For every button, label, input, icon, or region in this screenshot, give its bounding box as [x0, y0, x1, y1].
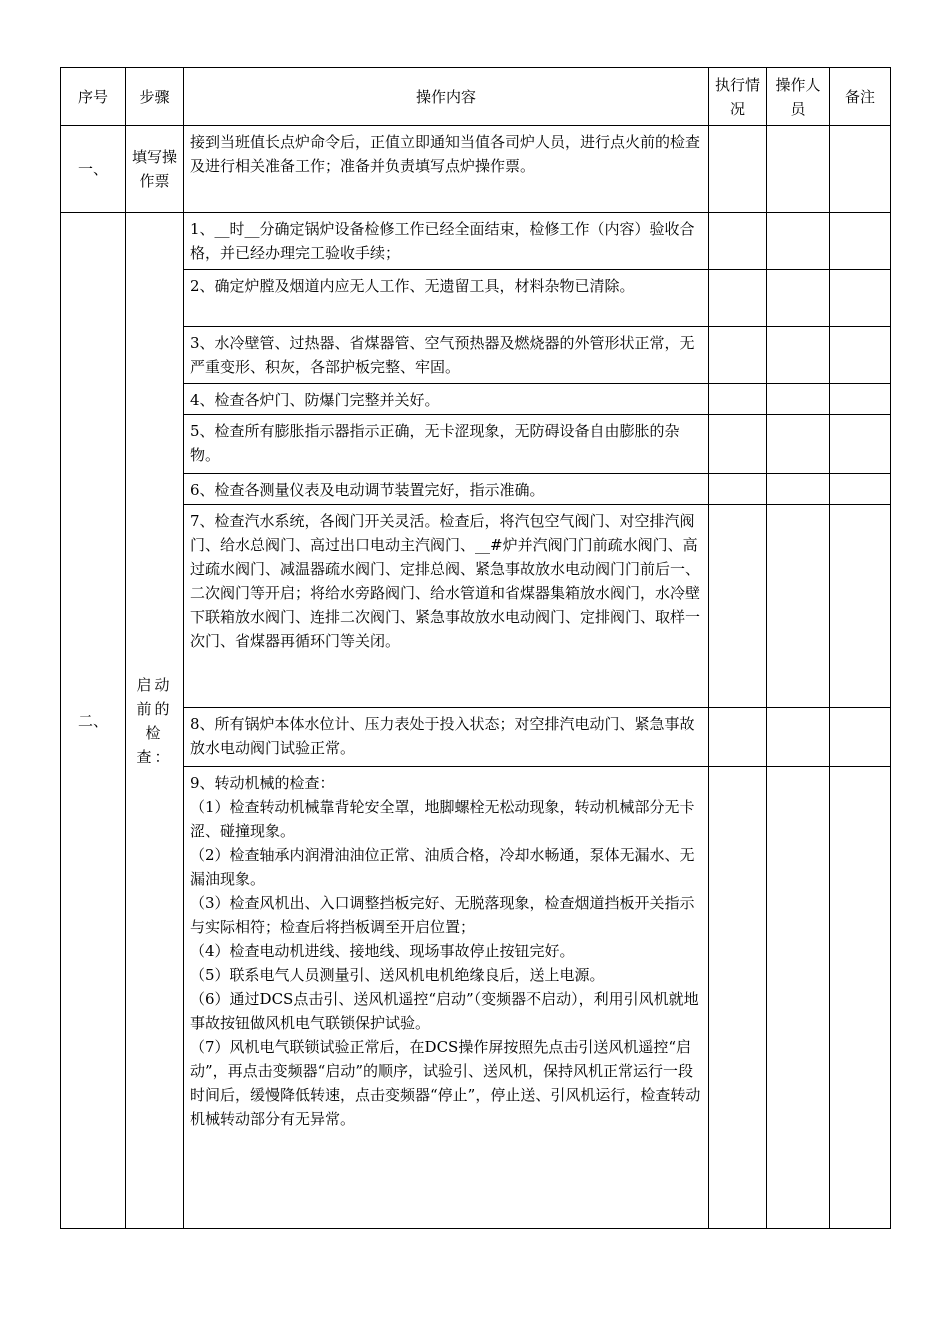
row-check-item-2	[61, 270, 891, 327]
check-item-4-exec[interactable]	[709, 384, 767, 415]
row1-exec-cell[interactable]	[709, 126, 767, 213]
check-item-8: 8、所有锅炉本体水位计、压力表处于投入状态；对空排汽电动门、紧急事故放水电动阀门试验正常。	[184, 708, 709, 767]
row1-content: 接到当班值长点炉命令后，正值立即通知当值各司炉人员，进行点火前的检查及进行相关准备工作；准备并负责填写点炉操作票。	[184, 126, 709, 213]
header-remark: 备注	[830, 68, 891, 126]
check-item-7: 7、检查汽水系统，各阀门开关灵活。检查后，将汽包空气阀门、对空排汽阀门、给水总阀门、高过出口电动主汽阀门、__#炉并汽阀门门前疏水阀门、高过疏水阀门、减温器疏水阀门、定排总阀、紧急事故放水电动阀门门前后一、二次阀门等开启；将给水旁路阀门、给水管道和省煤器集箱放水阀门，水冷壁下联箱放水阀门、连排二次阀门、紧急事故放水电动阀门、定排阀门、取样一次门、省煤器再循环门等关闭。	[184, 505, 709, 708]
check-item-9-title: 9、转动机械的检查：	[190, 774, 335, 792]
check-item-9-sub-1: （1）检查转动机械靠背轮安全罩，地脚螺栓无松动现象，转动机械部分无卡涩、碰撞现象。	[190, 798, 695, 840]
check-item-4-operator[interactable]	[767, 384, 830, 415]
check-item-3-exec[interactable]	[709, 327, 767, 384]
check-item-8-exec[interactable]	[709, 708, 767, 767]
row-check-item-5	[61, 415, 891, 474]
check-item-5-remark[interactable]	[830, 415, 891, 474]
header-exec: 执行情况	[709, 68, 767, 126]
check-item-9-sub-6: （6）通过DCS点击引、送风机遥控“启动”（变频器不启动），利用引风机就地事故按钮做风机电气联锁保护试验。	[190, 990, 699, 1032]
check-item-4-remark[interactable]	[830, 384, 891, 415]
check-item-6-exec[interactable]	[709, 474, 767, 505]
check-item-3: 3、水冷壁管、过热器、省煤器管、空气预热器及燃烧器的外管形状正常，无严重变形、积灰，各部护板完整、牢固。	[184, 327, 709, 384]
row-check-item-3	[61, 327, 891, 384]
check-item-9-sub-2: （2）检查轴承内润滑油油位正常、油质合格，冷却水畅通，泵体无漏水、无漏油现象。	[190, 846, 695, 888]
check-item-5-operator[interactable]	[767, 415, 830, 474]
check-item-6: 6、检查各测量仪表及电动调节装置完好，指示准确。	[184, 474, 709, 505]
header-row	[61, 68, 891, 126]
check-item-2-operator[interactable]	[767, 270, 830, 327]
row-check-item-9	[61, 767, 891, 1229]
check-item-1-remark[interactable]	[830, 213, 891, 270]
check-item-9-remark[interactable]	[830, 767, 891, 1229]
operation-ticket-table	[60, 67, 891, 1229]
check-item-2-remark[interactable]	[830, 270, 891, 327]
check-item-9-sub-4: （4）检查电动机进线、接地线、现场事故停止按钮完好。	[190, 942, 575, 960]
row-check-item-6	[61, 474, 891, 505]
row-check-item-4	[61, 384, 891, 415]
check-item-8-operator[interactable]	[767, 708, 830, 767]
check-item-3-operator[interactable]	[767, 327, 830, 384]
check-item-1: 1、__时__分确定锅炉设备检修工作已经全面结束，检修工作（内容）验收合格，并已经办理完工验收手续；	[184, 213, 709, 270]
row1-step: 填写操作票	[126, 126, 184, 213]
header-content: 操作内容	[184, 68, 709, 126]
check-item-6-remark[interactable]	[830, 474, 891, 505]
check-item-9-sub-5: （5）联系电气人员测量引、送风机电机绝缘良后，送上电源。	[190, 966, 605, 984]
row-check-item-7	[61, 505, 891, 708]
check-item-6-operator[interactable]	[767, 474, 830, 505]
check-item-1-exec[interactable]	[709, 213, 767, 270]
row-check-item-8	[61, 708, 891, 767]
row-fill-ticket	[61, 126, 891, 213]
check-item-7-remark[interactable]	[830, 505, 891, 708]
check-item-7-exec[interactable]	[709, 505, 767, 708]
header-step: 步骤	[126, 68, 184, 126]
check-item-9	[184, 767, 709, 1229]
row-check-item-1	[61, 213, 891, 270]
check-item-2: 2、确定炉膛及烟道内应无人工作、无遗留工具，材料杂物已清除。	[184, 270, 709, 327]
check-item-8-remark[interactable]	[830, 708, 891, 767]
row2-seq: 二、	[61, 213, 126, 1229]
row1-operator-cell[interactable]	[767, 126, 830, 213]
check-item-9-sub-3: （3）检查风机出、入口调整挡板完好、无脱落现象，检查烟道挡板开关指示与实际相符；检查后将挡板调至开启位置；	[190, 894, 695, 936]
header-operator: 操作人员	[767, 68, 830, 126]
check-item-3-remark[interactable]	[830, 327, 891, 384]
check-item-7-operator[interactable]	[767, 505, 830, 708]
header-seq: 序号	[61, 68, 126, 126]
check-item-5: 5、检查所有膨胀指示器指示正确，无卡涩现象，无防碍设备自由膨胀的杂物。	[184, 415, 709, 474]
check-item-9-exec[interactable]	[709, 767, 767, 1229]
check-item-2-exec[interactable]	[709, 270, 767, 327]
row1-seq: 一、	[61, 126, 126, 213]
check-item-9-sub-7: （7）风机电气联锁试验正常后，在DCS操作屏按照先点击引送风机遥控“启动”，再点击变频器“启动”的顺序，试验引、送风机，保持风机正常运行一段时间后，缓慢降低转速，点击变频器“停止”，停止送、引风机运行，检查转动机械转动部分有无异常。	[190, 1038, 701, 1128]
row2-step: 启动前的检查：	[126, 213, 184, 1229]
check-item-4: 4、检查各炉门、防爆门完整并关好。	[184, 384, 709, 415]
row1-remark-cell[interactable]	[830, 126, 891, 213]
check-item-1-operator[interactable]	[767, 213, 830, 270]
check-item-5-exec[interactable]	[709, 415, 767, 474]
check-item-9-operator[interactable]	[767, 767, 830, 1229]
